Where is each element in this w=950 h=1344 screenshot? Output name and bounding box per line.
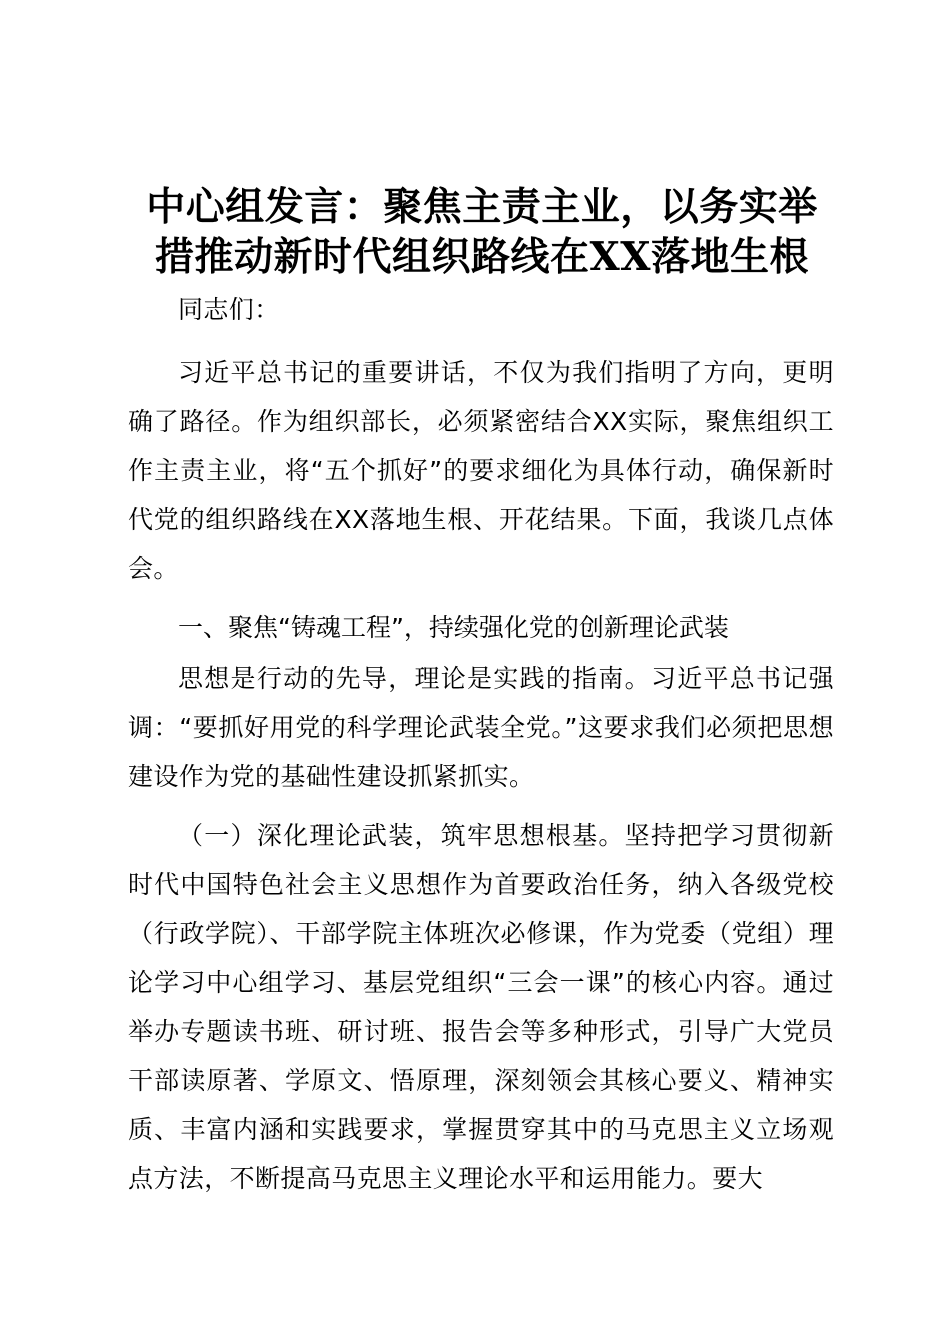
- section-heading-1: 一、聚焦“铸魂工程”，持续强化党的创新理论武装: [178, 613, 729, 642]
- salutation: 同志们：: [178, 295, 280, 324]
- title-line-1: 中心组发言：聚焦主责主业，以务实举: [146, 184, 818, 230]
- intro-paragraph: 习近平总书记的重要讲话，不仅为我们指明了方向，更明确了路径。作为组织部长，必须紧密结合XX实际，聚焦组织工作主责主业，将“五个抓好”的要求细化为具体行动，确保新时代党的组织路线在XX落地生根、开花结果。下面，我谈几点体会。: [128, 358, 834, 583]
- title-line-2: 措推动新时代组织路线在XX落地生根: [154, 234, 810, 280]
- document-title: [122, 182, 842, 282]
- document-body: [128, 285, 834, 1203]
- subsection-1-paragraph: （一）深化理论武装，筑牢思想根基。坚持把学习贯彻新时代中国特色社会主义思想作为首要政治任务，纳入各级党校（行政学院）、干部学院主体班次必修课，作为党委（党组）理论学习中心组学习、基层党组织“三会一课”的核心内容。通过举办专题读书班、研讨班、报告会等多种形式，引导广大党员干部读原著、学原文、悟原理，深刻领会其核心要义、精神实质、丰富内涵和实践要求，掌握贯穿其中的马克思主义立场观点方法，不断提高马克思主义理论水平和运用能力。要大: [128, 821, 834, 1193]
- section-1-paragraph: 思想是行动的先导，理论是实践的指南。习近平总书记强调：“要抓好用党的科学理论武装全党。”这要求我们必须把思想建设作为党的基础性建设抓紧抓实。: [128, 664, 834, 791]
